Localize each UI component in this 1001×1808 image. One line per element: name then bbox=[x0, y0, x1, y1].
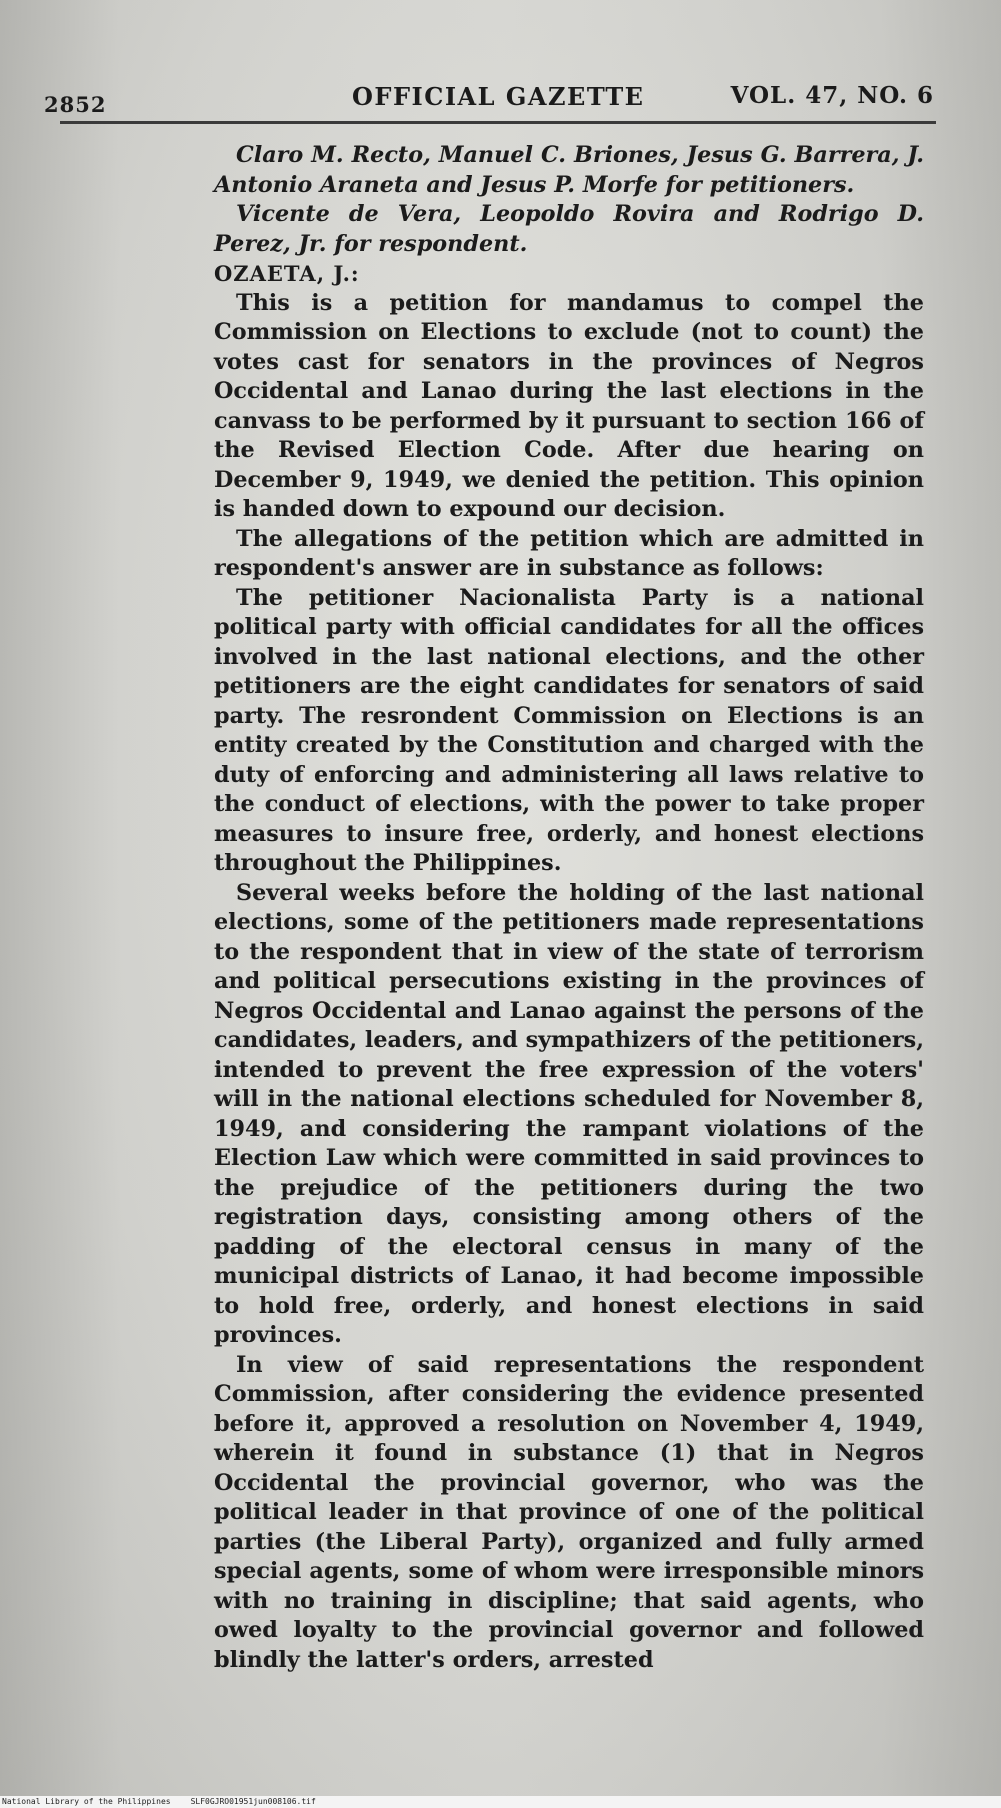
page-number: 2852 bbox=[44, 92, 107, 117]
scan-filename: SLF0GJRO01951jun008106.tif bbox=[190, 1797, 316, 1806]
paragraph: The petitioner Nacionalista Party is a national political party with official candidates for all the offices involved in the last national elections, and the other petitioners are the eight candidates for senators of said party. The resrondent Commission on Elections is an entity created by the Constitution and charged with the duty of enforcing and administering all laws relative to the conduct of elections, with the power to take proper measures to insure free, orderly, and honest elections throughout the Philippines. bbox=[214, 584, 924, 876]
counsel-respondent: Vicente de Vera, Leopoldo Rovira and Rodrigo D. Perez, Jr. for respondent. bbox=[214, 201, 924, 257]
counsel-petitioners: Claro M. Recto, Manuel C. Briones, Jesus G. Barrera, J. Antonio Araneta and Jesus P. Morfe for petitioners. bbox=[214, 142, 924, 198]
header-rule bbox=[60, 121, 936, 124]
library-name: National Library of the Philippines bbox=[2, 1797, 171, 1806]
page-header bbox=[44, 74, 934, 116]
paragraph: This is a petition for mandamus to compel the Commission on Elections to exclude (not to count) the votes cast for senators in the provinces of Negros Occidental and Lanao during the last elections in the canvass to be performed by it pursuant to section 166 of the Revised Election Code. After due hearing on December 9, 1949, we denied the petition. This opinion is handed down to expound our decision. bbox=[214, 289, 924, 522]
paragraph: The allegations of the petition which are admitted in respondent's answer are in substance as follows: bbox=[214, 525, 924, 581]
opinion-author: OZAETA, J.: bbox=[214, 261, 360, 286]
scan-footer bbox=[0, 1796, 1001, 1808]
paragraph: Several weeks before the holding of the last national elections, some of the petitioners made representations to the respondent that in view of the state of terrorism and political persecutions existing in the provinces of Negros Occidental and Lanao against the persons of the candidates, leaders, and sympathizers of the petitioners, intended to prevent the free expression of the voters' will in the national elections scheduled for November 8, 1949, and considering the rampant violations of the Election Law which were committed in said provinces to the prejudice of the petitioners during the two registration days, consisting among others of the padding of the electoral census in many of the municipal districts of Lanao, it had become impossible to hold free, orderly, and honest elections in said provinces. bbox=[214, 879, 924, 1348]
publication-title: OFFICIAL GAZETTE bbox=[352, 82, 645, 111]
volume-number: VOL. 47, NO. 6 bbox=[730, 82, 934, 109]
document-body bbox=[214, 141, 924, 1675]
paragraph: In view of said representations the respondent Commission, after considering the evidence presented before it, approved a resolution on November 4, 1949, wherein it found in substance (1) that in Negros Occidental the provincial governor, who was the political leader in that province of one of the political parties (the Liberal Party), organized and fully armed special agents, some of whom were irresponsible minors with no training in discipline; that said agents, who owed loyalty to the provincial governor and followed blindly the latter's orders, arrested bbox=[214, 1351, 924, 1673]
